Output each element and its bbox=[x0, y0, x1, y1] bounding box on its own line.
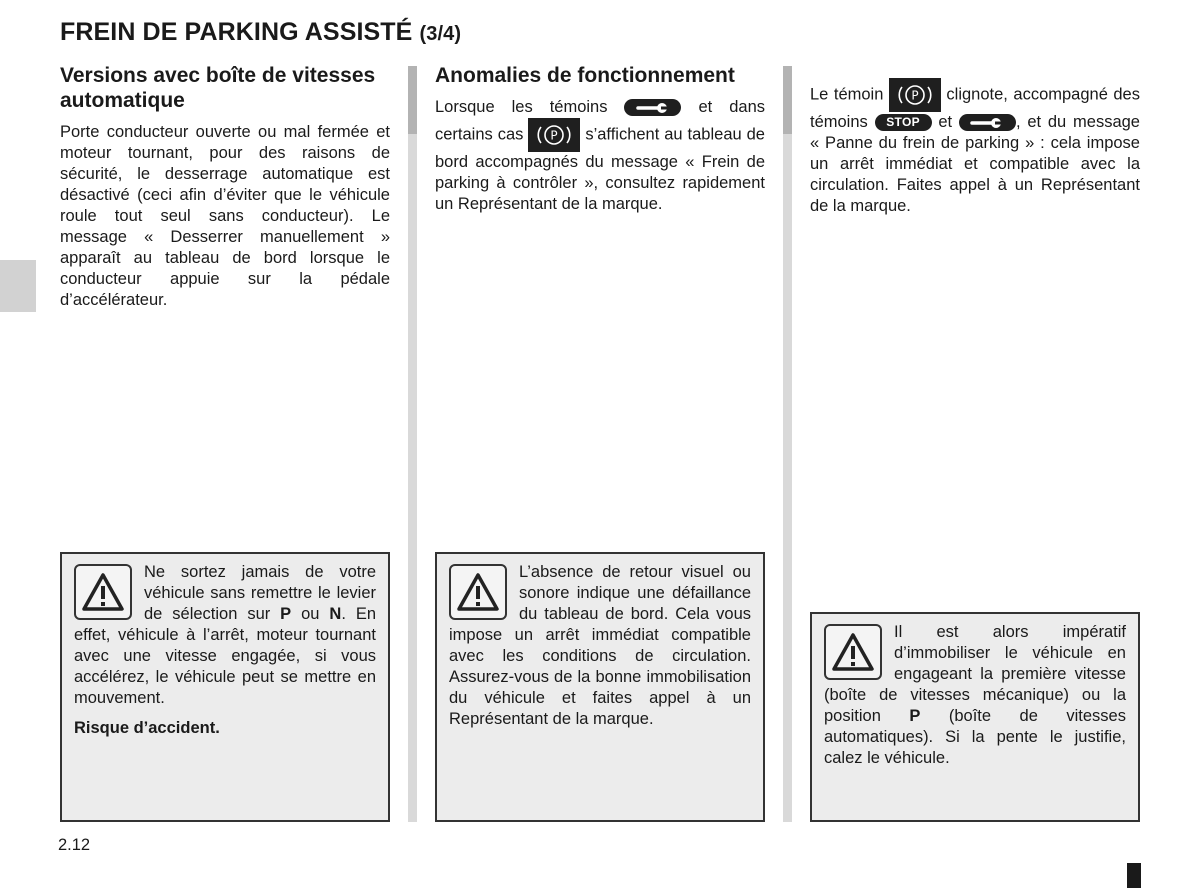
body-text: Le témoin P clignote, accompagné des témoins STOP et , et du message « Panne du frein de parking » : cela impose un arrêt immédiat et compatible avec la circulation. Faites appel à un Représentant de la marque. bbox=[810, 78, 1140, 217]
warning-box bbox=[60, 552, 390, 822]
column-divider bbox=[783, 66, 792, 822]
section-heading: Versions avec boîte de vitesses automatique bbox=[60, 64, 376, 112]
page-corner-marker bbox=[1127, 863, 1141, 888]
chapter-tab bbox=[0, 260, 36, 312]
body-text: Porte conducteur ouverte ou mal fermée et moteur tournant, pour des raisons de sécurité, le desserrage automatique est désactivé (ceci afin d’éviter que le véhicule roule tout seul sans conducteur). Le message « Desserrer manuellement » apparaît au tableau de bord lorsque le conducteur appuie sur la pédale d’accélérateur. bbox=[60, 123, 390, 309]
parking-brake-icon bbox=[889, 78, 941, 112]
section-heading: Anomalies de fonctionnement bbox=[435, 64, 735, 87]
body-text: Lorsque les témoins et dans certains cas P s’affichent au tableau de bord accompagnés du message « Frein de parking à contrôler », consultez rapidement un Représentant de la marque. bbox=[435, 98, 765, 213]
warning-triangle-icon bbox=[74, 564, 132, 620]
column-divider bbox=[408, 66, 417, 822]
page-title: FREIN DE PARKING ASSISTÉ (3/4) bbox=[60, 18, 462, 46]
parking-brake-icon bbox=[528, 118, 580, 152]
warning-text: L’absence de retour visuel ou sonore indique une défaillance du tableau de bord. Cela vous impose un arrêt immédiat compatible avec les conditions de circulation. Assurez-vous de la bonne immobilisation du véhicule et faites appel à un Représentant de la marque. bbox=[449, 563, 751, 728]
wrench-icon bbox=[624, 99, 681, 116]
column-1 bbox=[60, 63, 390, 311]
warning-triangle-icon bbox=[824, 624, 882, 680]
column-3 bbox=[810, 78, 1140, 217]
svg-text:P: P bbox=[911, 88, 919, 103]
column-2 bbox=[435, 63, 765, 215]
warning-box bbox=[810, 612, 1140, 822]
svg-text:P: P bbox=[550, 128, 558, 143]
warning-emphasis: Risque d’accident. bbox=[74, 719, 220, 737]
page-number: 2.12 bbox=[58, 836, 91, 854]
warning-text: Ne sortez jamais de votre véhicule sans remettre le levier de sélection sur P ou N. En effet, véhicule à l’arrêt, moteur tournant avec une vitesse engagée, si vous accélérez, le véhicule peut se mettre en mouvement. bbox=[74, 563, 376, 707]
warning-text: Il est alors impératif d’immobiliser le véhicule en engageant la première vitesse (boîte de vitesses mécanique) ou la position P (boîte de vitesses automatiques). Si la pente le justifie, calez le véhicule. bbox=[824, 623, 1126, 767]
warning-triangle-icon bbox=[449, 564, 507, 620]
stop-icon: STOP bbox=[875, 114, 932, 131]
warning-box bbox=[435, 552, 765, 822]
wrench-icon bbox=[959, 114, 1016, 131]
